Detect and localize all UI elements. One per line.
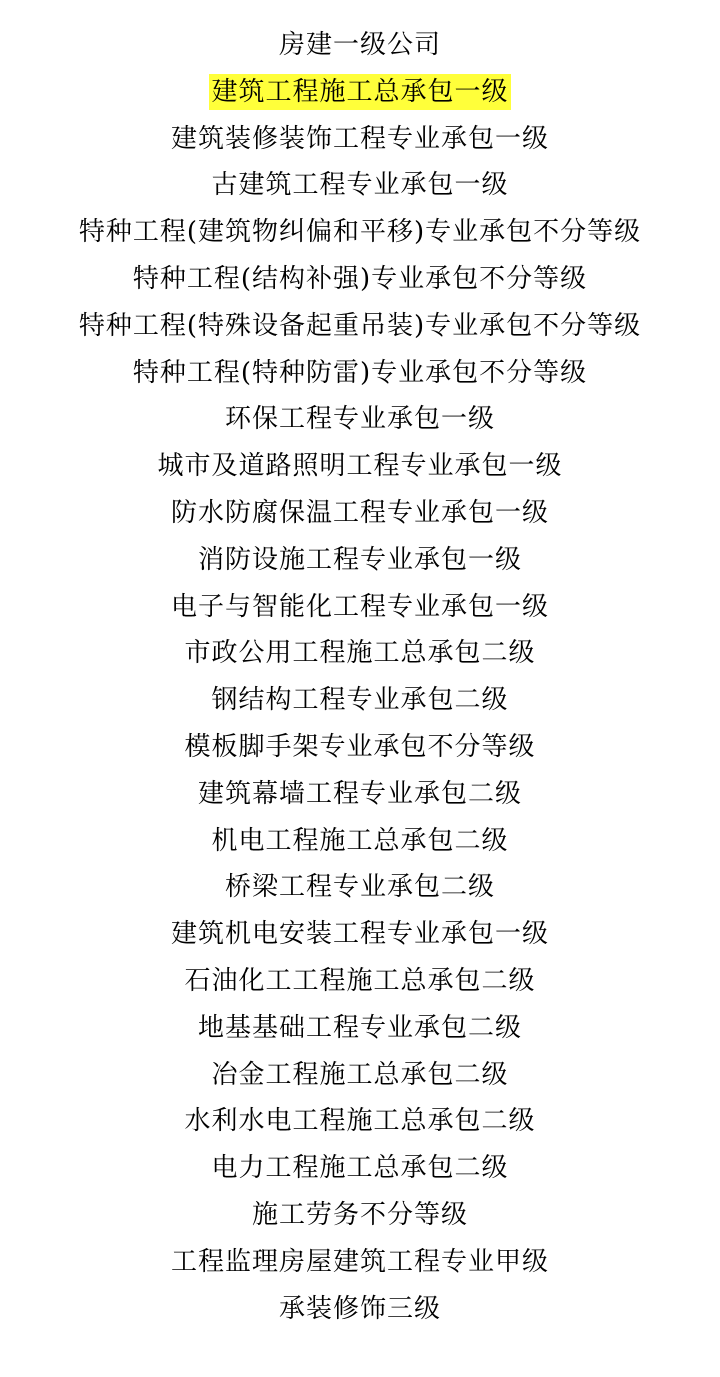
list-item-text: 地基基础工程专业承包二级 — [197, 1012, 522, 1043]
list-item-1 — [209, 69, 510, 116]
list-item-text: 建筑机电安装工程专业承包一级 — [170, 919, 549, 950]
list-item-4 — [77, 209, 643, 256]
list-item-text: 电力工程施工总承包二级 — [211, 1153, 509, 1184]
list-item-13 — [182, 630, 537, 677]
list-item-text: 房建一级公司 — [278, 30, 441, 60]
list-item-18 — [223, 864, 497, 911]
list-item-11 — [196, 537, 524, 584]
list-item-16 — [196, 771, 524, 818]
list-item-22 — [209, 1052, 510, 1099]
list-item-text: 建筑装修装饰工程专业承包一级 — [170, 123, 549, 154]
list-item-0 — [277, 22, 443, 69]
list-item-2 — [169, 116, 551, 163]
list-item-21 — [196, 1005, 524, 1052]
list-item-text: 古建筑工程专业承包一级 — [211, 170, 509, 201]
list-item-text: 模板脚手架专业承包不分等级 — [184, 731, 536, 762]
list-item-26 — [169, 1239, 551, 1286]
list-item-12 — [169, 584, 551, 631]
list-item-10 — [169, 490, 551, 537]
list-item-24 — [209, 1145, 510, 1192]
list-item-19 — [169, 911, 551, 958]
list-item-text: 施工劳务不分等级 — [251, 1199, 468, 1230]
list-item-23 — [182, 1098, 537, 1145]
list-item-7 — [131, 350, 589, 397]
list-item-text: 工程监理房屋建筑工程专业甲级 — [170, 1246, 549, 1277]
list-item-3 — [209, 162, 510, 209]
list-item-9 — [155, 443, 564, 490]
list-item-15 — [182, 724, 537, 771]
list-item-text: 建筑工程施工总承包一级 — [209, 74, 510, 110]
list-item-text: 城市及道路照明工程专业承包一级 — [157, 451, 563, 482]
list-item-text: 防水防腐保温工程专业承包一级 — [170, 497, 549, 528]
list-item-text: 水利水电工程施工总承包二级 — [184, 1106, 536, 1137]
list-item-text: 电子与智能化工程专业承包一级 — [170, 591, 549, 622]
list-item-27 — [277, 1286, 443, 1333]
list-item-text: 特种工程(特殊设备起重吊装)专业承包不分等级 — [78, 310, 642, 341]
list-item-17 — [209, 818, 510, 865]
list-item-text: 建筑幕墙工程专业承包二级 — [197, 778, 522, 809]
list-item-text: 特种工程(建筑物纠偏和平移)专业承包不分等级 — [78, 217, 642, 248]
list-item-text: 承装修饰三级 — [278, 1293, 441, 1324]
list-item-text: 市政公用工程施工总承包二级 — [184, 638, 536, 669]
list-item-text: 环保工程专业承包一级 — [224, 404, 495, 435]
list-item-25 — [250, 1192, 470, 1239]
list-item-text: 特种工程(特种防雷)专业承包不分等级 — [132, 357, 588, 388]
list-item-6 — [77, 303, 643, 350]
list-item-20 — [182, 958, 537, 1005]
list-item-text: 桥梁工程专业承包二级 — [224, 872, 495, 903]
list-item-text: 特种工程(结构补强)专业承包不分等级 — [132, 263, 588, 294]
list-item-text: 消防设施工程专业承包一级 — [197, 544, 522, 575]
list-item-text: 机电工程施工总承包二级 — [211, 825, 509, 856]
list-item-text: 冶金工程施工总承包二级 — [211, 1059, 509, 1090]
list-item-text: 石油化工工程施工总承包二级 — [184, 965, 536, 996]
list-item-text: 钢结构工程专业承包二级 — [211, 685, 509, 716]
list-item-8 — [223, 396, 497, 443]
list-item-5 — [131, 256, 589, 303]
list-item-14 — [209, 677, 510, 724]
